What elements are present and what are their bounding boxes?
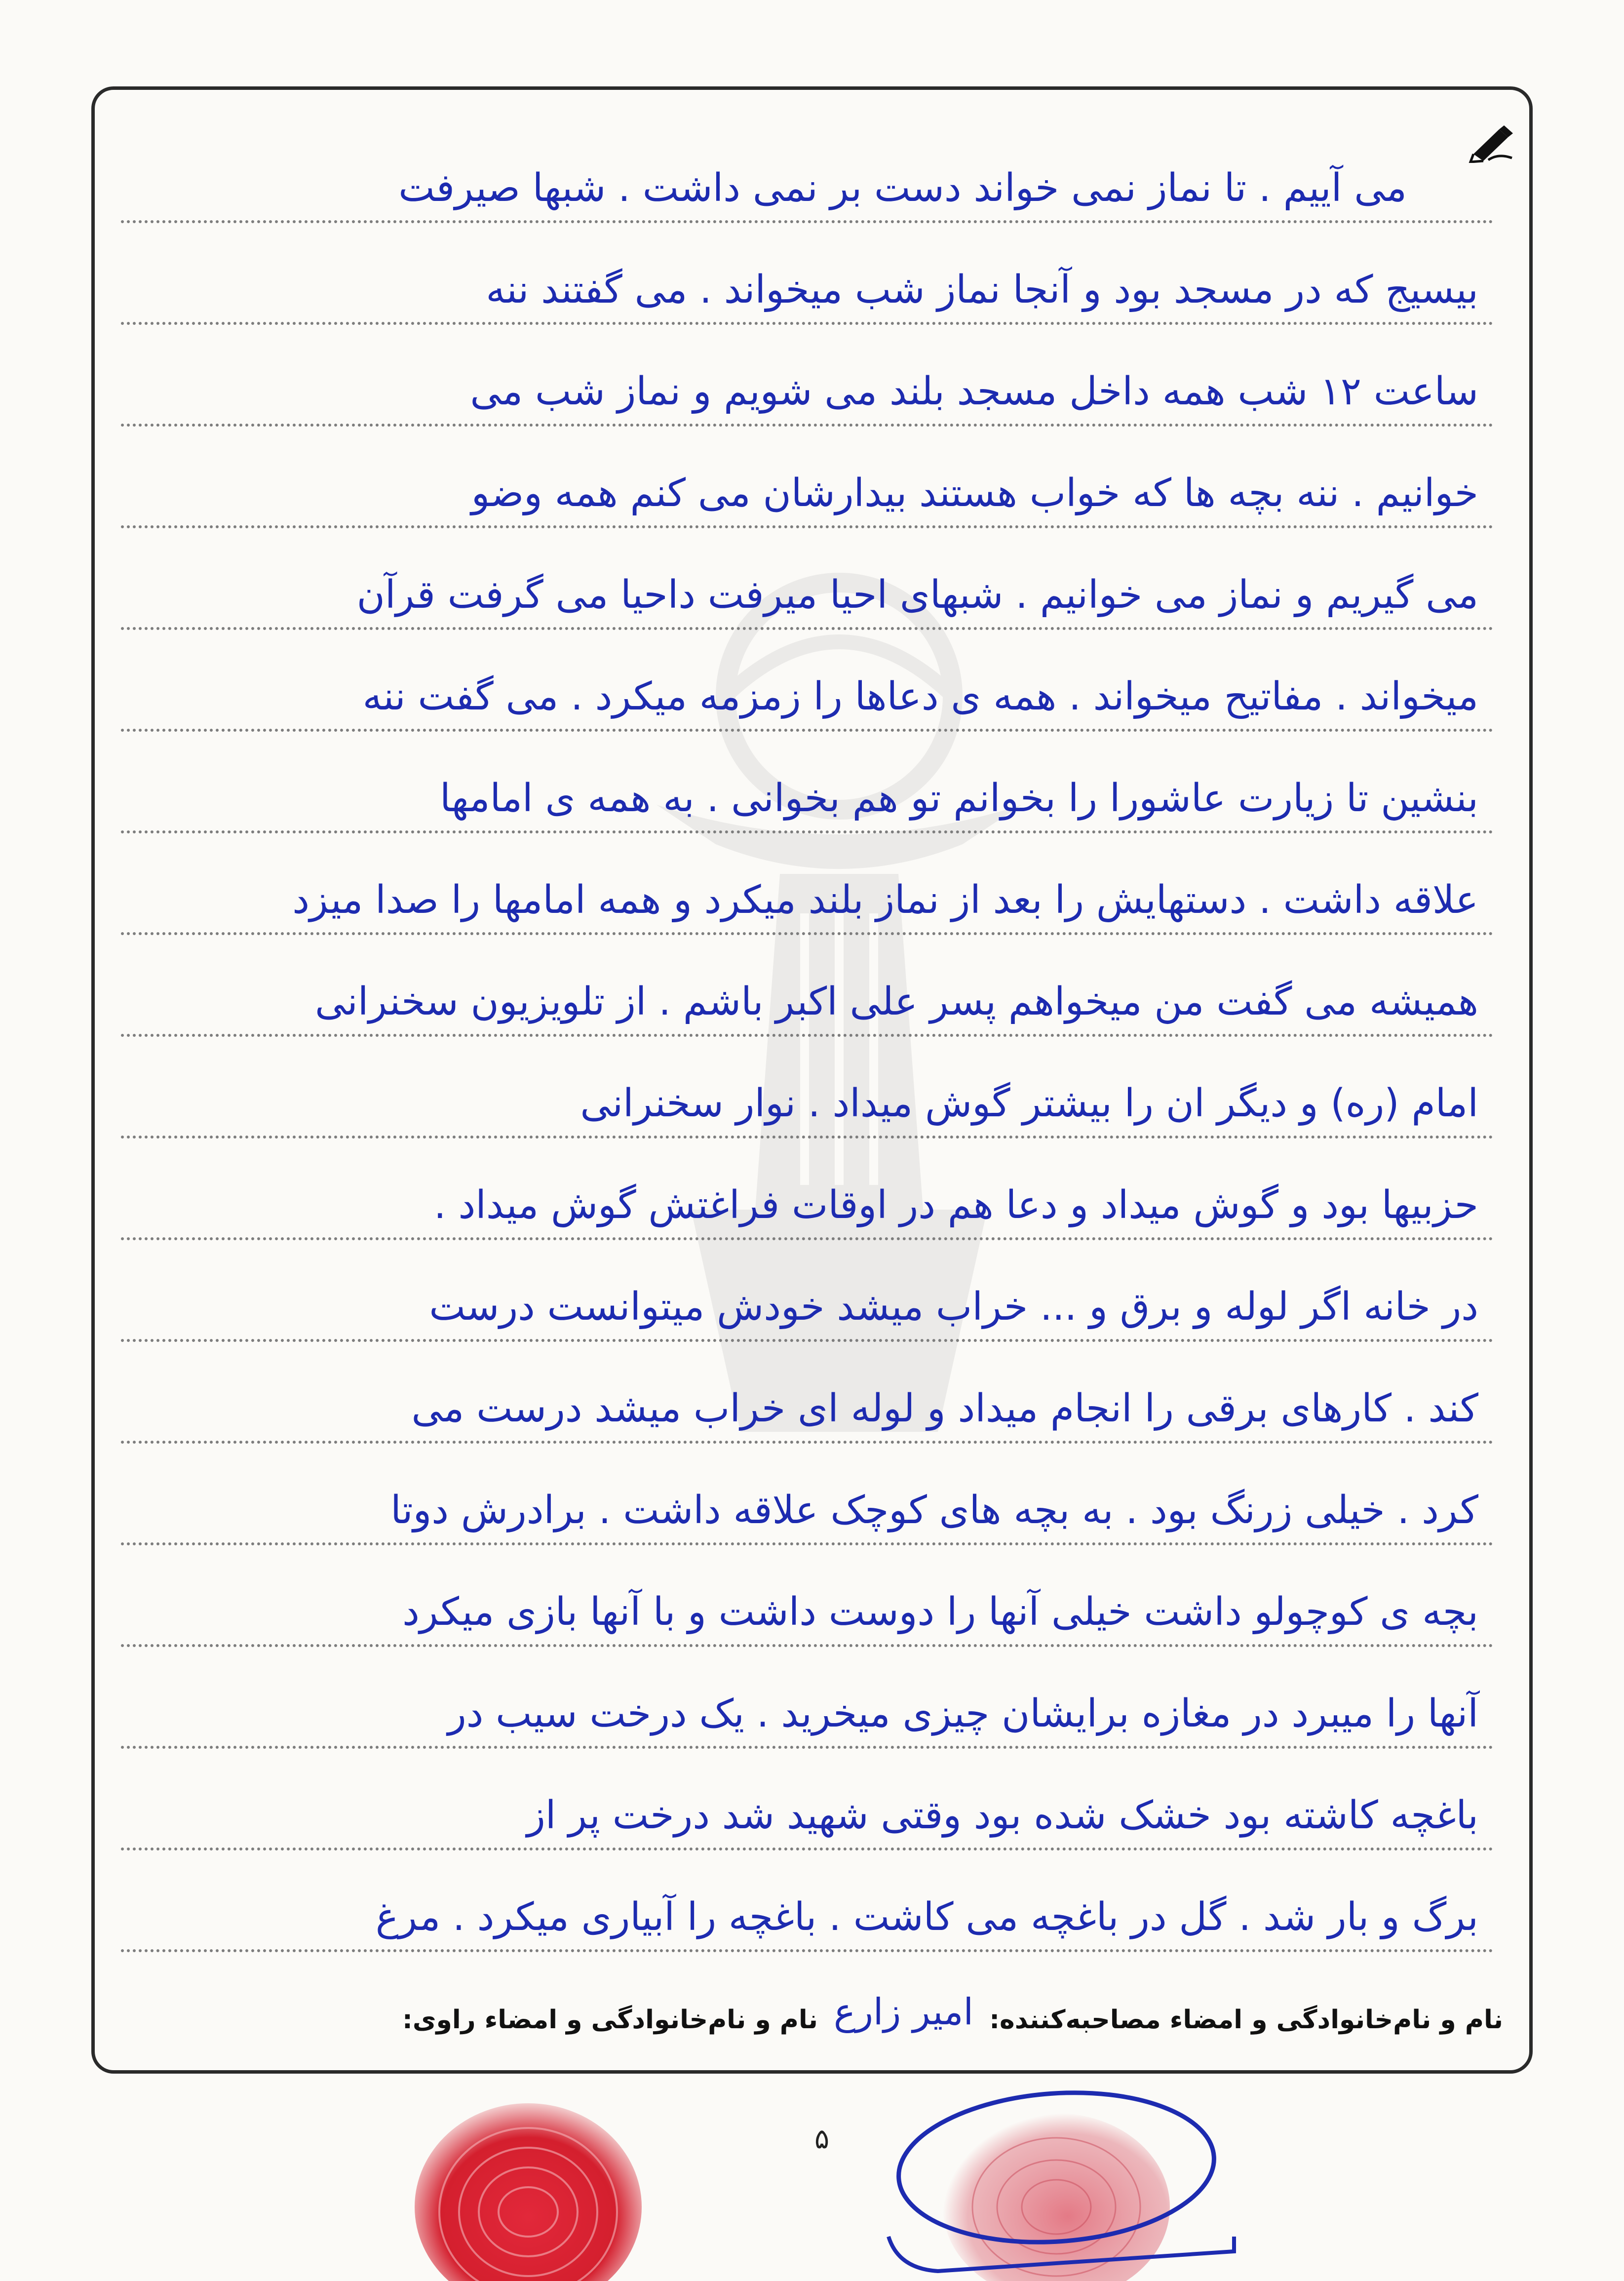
text-line — [121, 1441, 1493, 1545]
line-text: برگ و بار شد . گل در باغچه می کاشت . باغچه را آبیاری میکرد . مرغ — [375, 1895, 1478, 1939]
text-line — [121, 830, 1493, 935]
text-line — [121, 627, 1493, 732]
text-line — [121, 1339, 1493, 1444]
line-text: در خانه اگر لوله و برق و ... خراب میشد خودش میتوانست درست — [429, 1285, 1478, 1329]
signature-footer — [402, 1991, 1503, 2037]
handwritten-signature — [859, 2074, 1274, 2281]
text-line — [121, 1746, 1493, 1850]
text-line — [121, 1034, 1493, 1139]
text-line — [121, 1644, 1493, 1749]
line-text: آنها را میبرد در مغازه برایشان چیزی میخرید . یک درخت سیب در — [447, 1691, 1478, 1736]
line-text: خوانیم . ننه بچه ها که خواب هستند بیدارشان می کنم همه وضو — [471, 471, 1478, 515]
interviewer-label: نام و نام‌خانوادگی و امضاء مصاحبه‌کننده: — [989, 2005, 1503, 2035]
line-text: همیشه می گفت من میخواهم پسر علی اکبر باشم . از تلویزیون سخنرانی — [315, 980, 1478, 1024]
handwritten-lines — [121, 118, 1493, 1950]
line-text: بنشین تا زیارت عاشورا را بخوانم تو هم بخوانی . به همه ی امامها — [440, 776, 1478, 821]
text-line — [121, 1237, 1493, 1342]
line-text: می آییم . تا نماز نمی خواند دست بر نمی داشت . شبها صیرفت — [398, 166, 1407, 210]
text-line — [121, 1848, 1493, 1952]
page-number: ۵ — [814, 2123, 830, 2155]
text-line — [121, 322, 1493, 427]
text-line — [121, 525, 1493, 630]
text-line — [121, 729, 1493, 833]
line-text: علاقه داشت . دستهایش را بعد از نماز بلند میکرد و همه امامها را صدا میزد — [292, 878, 1478, 922]
fingerprint-stamp-left — [385, 2093, 661, 2281]
line-text: کند . کارهای برقی را انجام میداد و لوله ای خراب میشد درست می — [411, 1386, 1478, 1431]
text-line — [121, 1542, 1493, 1647]
line-text: میخواند . مفاتیح میخواند . همه ی دعاها را زمزمه میکرد . می گفت ننه — [362, 674, 1478, 719]
line-text: باغچه کاشته بود خشک شده بود وقتی شهید شد درخت پر از — [527, 1793, 1478, 1838]
line-text: کرد . خیلی زرنگ بود . به بچه های کوچک علاقه داشت . برادرش دوتا — [390, 1488, 1478, 1533]
line-text: بیسیج که در مسجد بود و آنجا نماز شب میخواند . می گفتند ننه — [486, 268, 1478, 312]
line-text: حزبیها بود و گوش میداد و دعا هم در اوقات فراغتش گوش میداد . — [433, 1183, 1478, 1227]
text-line — [121, 220, 1493, 325]
line-text: بچه ی کوچولو داشت خیلی آنها را دوست داشت و با آنها بازی میکرد — [402, 1590, 1478, 1634]
line-text: می گیریم و نماز می خوانیم . شبهای احیا میرفت داحیا می گرفت قرآن — [356, 573, 1478, 617]
narrator-label: نام و نام‌خانوادگی و امضاء راوی: — [402, 2005, 818, 2035]
interviewer-name: امیر زارع — [834, 1991, 974, 2033]
text-line — [121, 118, 1493, 223]
text-line — [121, 1136, 1493, 1240]
line-text: ساعت ۱۲ شب همه داخل مسجد بلند می شویم و نماز شب می — [470, 369, 1478, 414]
text-line — [121, 424, 1493, 528]
text-line — [121, 932, 1493, 1037]
line-text: امام (ره) و دیگر ان را بیشتر گوش میداد . نوار سخنرانی — [580, 1081, 1478, 1126]
